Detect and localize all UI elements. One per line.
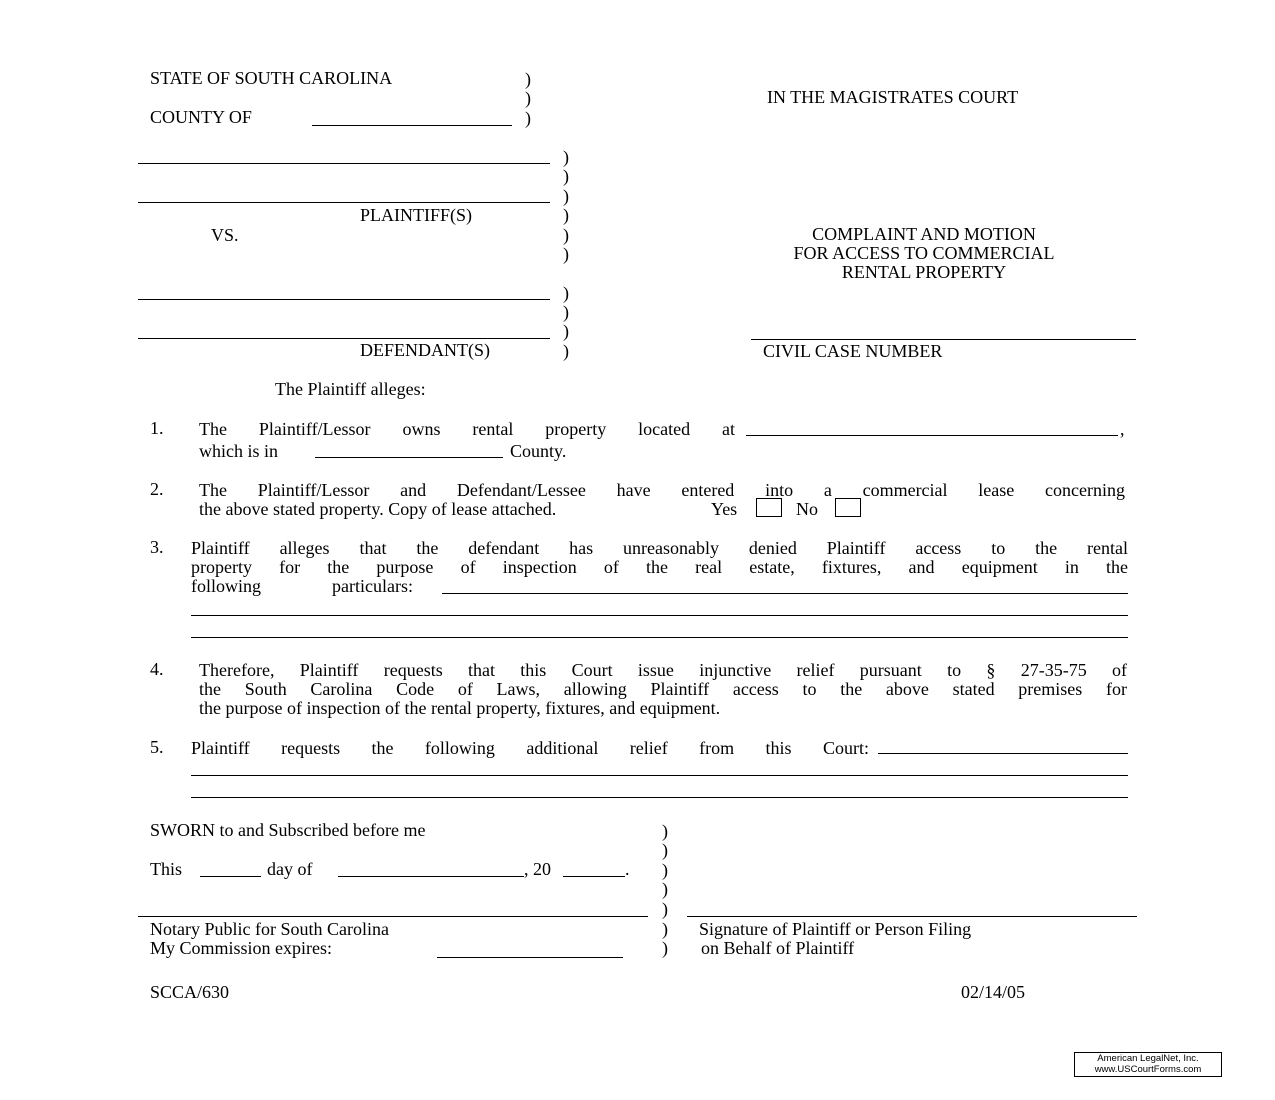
property-county-blank[interactable]	[315, 457, 503, 458]
form-date: 02/14/05	[961, 982, 1026, 1002]
vs-label: VS.	[211, 225, 239, 245]
no-label: No	[796, 499, 818, 519]
signature-label-2: on Behalf of Plaintiff	[701, 938, 855, 958]
intro-text: The Plaintiff alleges:	[275, 379, 426, 399]
county-blank[interactable]	[312, 125, 512, 126]
item4-text: Therefore, Plaintiff requests that this Court issue injunctive relief pursuant to § 27-35-75 of	[199, 660, 1127, 680]
defendant-name-line-1[interactable]	[138, 299, 550, 300]
item3-text-3: following particulars:	[191, 576, 413, 596]
item-number: 1.	[150, 418, 164, 438]
day-blank[interactable]	[200, 876, 261, 877]
item-number: 5.	[150, 737, 164, 757]
plaintiff-name-line-1[interactable]	[138, 163, 550, 164]
particulars-blank-2[interactable]	[191, 615, 1128, 616]
state-label: STATE OF SOUTH CAROLINA	[150, 68, 393, 88]
paren: )	[662, 899, 668, 919]
court-name: IN THE MAGISTRATES COURT	[767, 87, 1019, 107]
item1-text-2: which is in	[199, 441, 278, 461]
period: .	[625, 859, 630, 879]
particulars-blank-3[interactable]	[191, 637, 1128, 638]
publisher-name: American LegalNet, Inc.	[1097, 1053, 1199, 1064]
notary-label: Notary Public for South Carolina	[150, 919, 389, 939]
comma: ,	[1120, 419, 1125, 439]
yes-label: Yes	[711, 499, 738, 519]
paren: )	[525, 108, 531, 128]
paren: )	[563, 147, 569, 167]
paren: )	[525, 88, 531, 108]
paren: )	[563, 225, 569, 245]
no-checkbox[interactable]	[835, 498, 861, 517]
paren: )	[563, 186, 569, 206]
paren: )	[662, 919, 668, 939]
paren: )	[662, 860, 668, 880]
signature-label-1: Signature of Plaintiff or Person Filing	[699, 919, 972, 939]
paren: )	[563, 205, 569, 225]
paren: )	[563, 166, 569, 186]
year-blank[interactable]	[563, 876, 625, 877]
paren: )	[563, 302, 569, 322]
paren: )	[563, 283, 569, 303]
paren: )	[525, 69, 531, 89]
year-prefix: , 20	[524, 859, 551, 879]
form-title-line-3: RENTAL PROPERTY	[841, 262, 1007, 282]
item4-text-3: the purpose of inspection of the rental property, fixtures, and equipment.	[199, 698, 721, 718]
defendant-name-line-2[interactable]	[138, 338, 550, 339]
case-number-label: CIVIL CASE NUMBER	[763, 341, 943, 361]
publisher-url: www.USCourtForms.com	[1094, 1064, 1202, 1075]
form-id: SCCA/630	[150, 982, 230, 1002]
paren: )	[662, 879, 668, 899]
relief-blank-3[interactable]	[191, 797, 1128, 798]
commission-label: My Commission expires:	[150, 938, 333, 958]
item2-text-2: the above stated property. Copy of lease attached.	[199, 499, 557, 519]
item-number: 4.	[150, 659, 164, 679]
item1-text-3: County.	[510, 441, 567, 461]
particulars-blank-1[interactable]	[442, 593, 1128, 594]
item2-text: The Plaintiff/Lessor and Defendant/Lessee have entered into a commercial lease concerning	[199, 480, 1125, 500]
commission-expiry-blank[interactable]	[437, 957, 623, 958]
item-number: 3.	[150, 537, 164, 557]
defendant-label: DEFENDANT(S)	[360, 340, 490, 360]
item4-text-2: the South Carolina Code of Laws, allowing Plaintiff access to the above stated premises for	[199, 679, 1127, 699]
plaintiff-signature-line[interactable]	[687, 916, 1137, 917]
plaintiff-label: PLAINTIFF(S)	[360, 205, 473, 225]
item1-text: The Plaintiff/Lessor owns rental property located at	[199, 419, 735, 439]
form-title-line-1: COMPLAINT AND MOTION	[812, 224, 1036, 244]
item5-text: Plaintiff requests the following additional relief from this Court:	[191, 738, 869, 758]
property-address-blank[interactable]	[746, 435, 1118, 436]
item3-text: Plaintiff alleges that the defendant has unreasonably denied Plaintiff access to the rental	[191, 538, 1128, 558]
relief-blank-2[interactable]	[191, 775, 1128, 776]
paren: )	[662, 821, 668, 841]
form-title-line-2: FOR ACCESS TO COMMERCIAL	[793, 243, 1055, 263]
relief-blank-1[interactable]	[878, 753, 1128, 754]
item3-text-2: property for the purpose of inspection of the real estate, fixtures, and equipment in the	[191, 557, 1128, 577]
sworn-text: SWORN to and Subscribed before me	[150, 820, 426, 840]
month-blank[interactable]	[338, 876, 524, 877]
paren: )	[662, 938, 668, 958]
publisher-stamp	[1074, 1052, 1222, 1077]
paren: )	[563, 244, 569, 264]
notary-signature-line[interactable]	[138, 916, 648, 917]
paren: )	[662, 840, 668, 860]
plaintiff-name-line-2[interactable]	[138, 202, 550, 203]
case-number-line[interactable]	[751, 339, 1136, 340]
item-number: 2.	[150, 479, 164, 499]
day-of-label: day of	[267, 859, 313, 879]
yes-checkbox[interactable]	[756, 498, 782, 517]
paren: )	[563, 341, 569, 361]
county-label: COUNTY OF	[150, 107, 252, 127]
paren: )	[563, 321, 569, 341]
this-label: This	[150, 859, 183, 879]
